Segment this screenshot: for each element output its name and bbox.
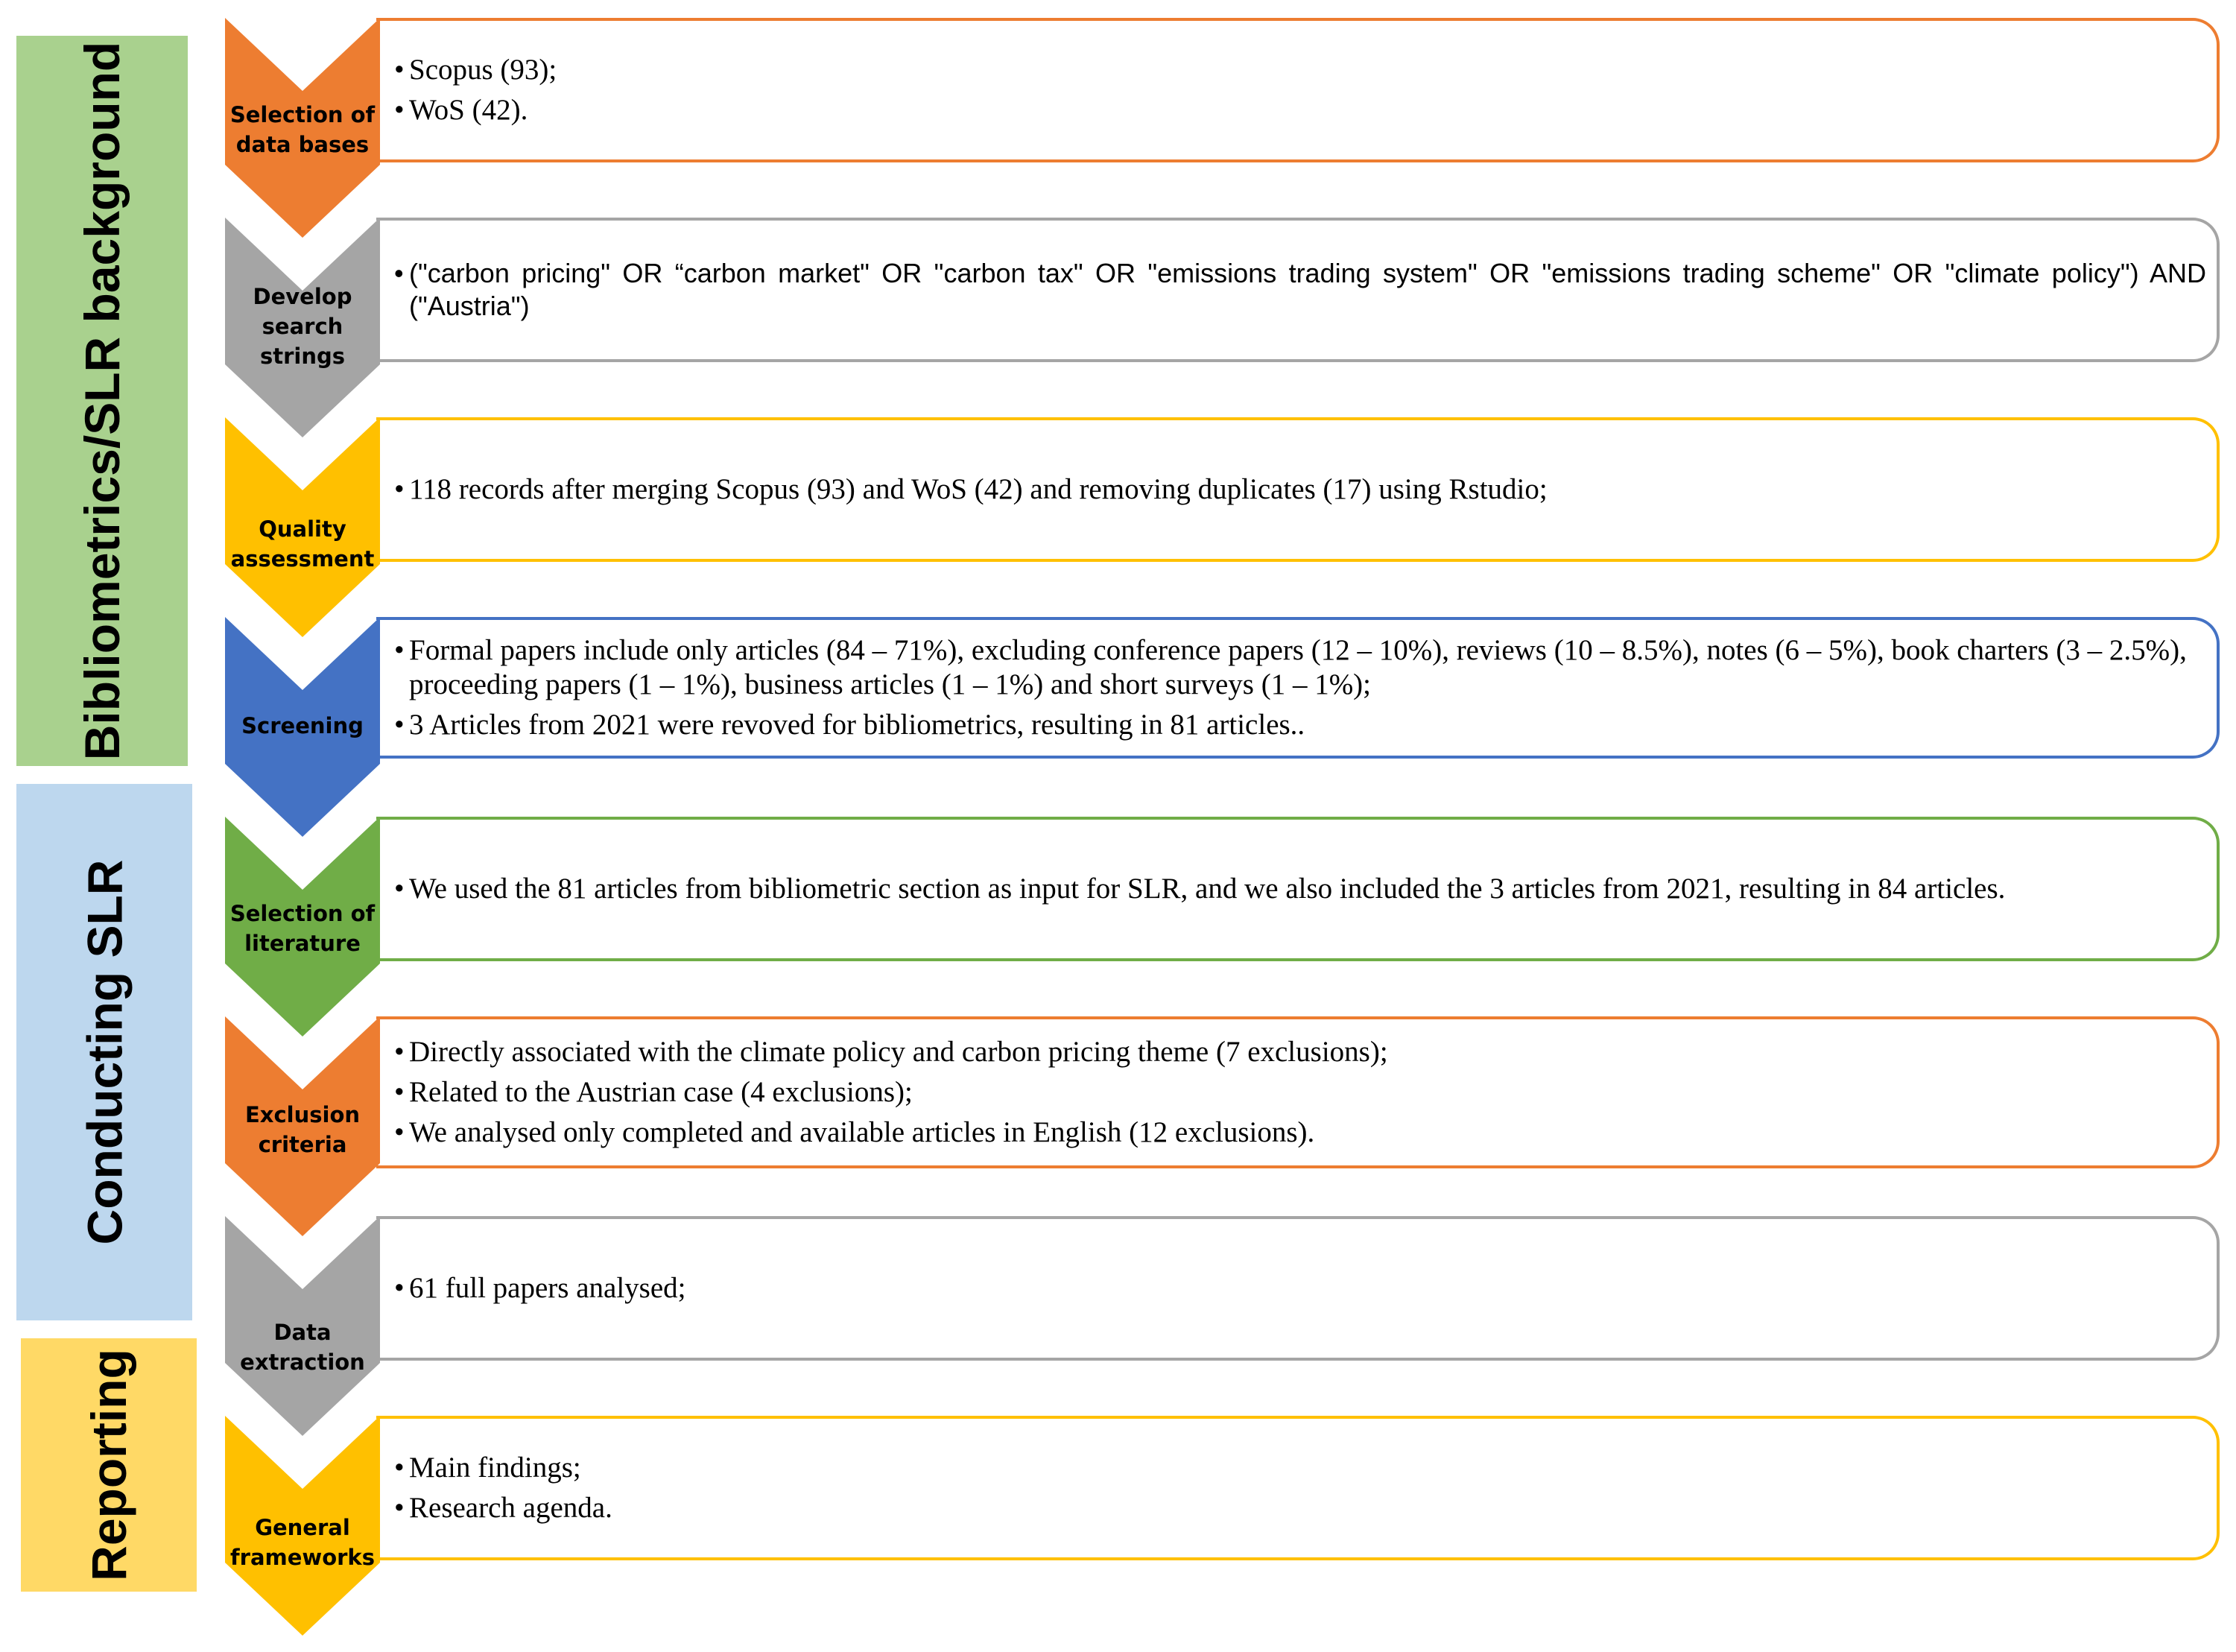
step-bullet-list [394, 257, 2206, 323]
step-label [225, 899, 380, 958]
step-box-quality-assessment [376, 417, 2220, 562]
step-chevron-quality-assessment [225, 417, 380, 637]
step-bullet-item: • ("carbon pricing" OR “carbon market" OR "carbon tax" OR "emissions trading system" OR "emissions trading scheme" OR "climate policy") AND ("Austria") [394, 257, 2206, 323]
step-bullet-item: • We used the 81 articles from bibliometric section as input for SLR, and we also included the 3 articles from 2021, resulting in 84 articles. [394, 872, 2206, 906]
step-bullet-item: • WoS (42). [394, 93, 2206, 127]
step-label-line: Selection of [229, 102, 376, 127]
step-label [225, 1100, 380, 1159]
phase-label-reporting: Reporting [81, 1349, 137, 1581]
step-box-selection-of-data-bases [376, 18, 2220, 162]
step-box-screening [376, 617, 2220, 759]
step-bullet-item: • Research agenda. [394, 1491, 2206, 1525]
step-label [225, 711, 380, 741]
step-bullet-list [394, 1035, 2206, 1150]
step-bullet-item: • We analysed only completed and available articles in English (12 exclusions). [394, 1115, 2206, 1150]
step-bullet-list [394, 1271, 2206, 1306]
step-label-line: Quality [259, 516, 346, 542]
step-chevron-exclusion-criteria [225, 1016, 380, 1236]
step-label [225, 1317, 380, 1377]
step-label [225, 1513, 380, 1572]
step-label-line: Data [273, 1320, 332, 1345]
step-label-line: General [255, 1515, 350, 1540]
step-bullet-list [394, 633, 2206, 742]
step-label-line: search [262, 314, 343, 339]
step-label-line: assessment [230, 546, 375, 572]
step-bullet-item: • Directly associated with the climate policy and carbon pricing theme (7 exclusions); [394, 1035, 2206, 1069]
step-label-line: Develop [253, 284, 352, 309]
step-bullet-item: • Related to the Austrian case (4 exclusions); [394, 1075, 2206, 1110]
step-bullet-item: • 118 records after merging Scopus (93) and WoS (42) and removing duplicates (17) using Rstudio; [394, 472, 2206, 507]
step-label-line: Exclusion [244, 1102, 361, 1127]
step-box-data-extraction [376, 1216, 2220, 1361]
step-label [225, 282, 380, 371]
step-chevron-general-frameworks [225, 1416, 380, 1636]
step-chevron-selection-of-data-bases [225, 18, 380, 238]
step-box-general-frameworks [376, 1416, 2220, 1560]
step-chevron-selection-of-literature [225, 817, 380, 1037]
step-label-line: data bases [235, 132, 370, 157]
step-bullet-item: • Scopus (93); [394, 53, 2206, 87]
step-label [225, 100, 380, 159]
step-bullet-item: • 61 full papers analysed; [394, 1271, 2206, 1306]
step-chevron-data-extraction [225, 1216, 380, 1436]
phase-bar [21, 1338, 197, 1592]
step-bullet-list [394, 53, 2206, 127]
step-bullet-item: • Main findings; [394, 1451, 2206, 1485]
step-bullet-item: • 3 Articles from 2021 were revoved for bibliometrics, resulting in 81 articles.. [394, 708, 2206, 742]
step-label-line: Screening [241, 713, 364, 738]
step-bullet-list [394, 472, 2206, 507]
step-chevron-screening [225, 617, 380, 837]
step-label-line: extraction [240, 1349, 365, 1375]
step-bullet-item: • Formal papers include only articles (84 – 71%), excluding conference papers (12 – 10%), reviews (10 – 8.5%), notes (6 – 5%), book charters (3 – 2.5%), proceeding papers (1 – 1%), business articles (1 – 1%) and short surveys (1 – 1%); [394, 633, 2206, 702]
step-label-line: Selection of [229, 901, 376, 926]
step-label-line: criteria [258, 1132, 347, 1157]
phase-bar [16, 36, 188, 766]
step-label-line: frameworks [230, 1545, 375, 1570]
step-box-exclusion-criteria [376, 1016, 2220, 1168]
phase-label-conducting-slr: Conducting SLR [77, 859, 133, 1245]
step-chevron-develop-search-strings [225, 218, 380, 437]
step-label-line: literature [244, 931, 361, 956]
phase-label-bibliometrics: Bibliometrics/SLR background [75, 41, 130, 761]
step-bullet-list [394, 872, 2206, 906]
step-label-line: strings [259, 344, 346, 369]
phase-bar [16, 784, 192, 1320]
step-box-develop-search-strings [376, 218, 2220, 362]
step-label [225, 514, 380, 574]
step-bullet-list [394, 1451, 2206, 1525]
step-box-selection-of-literature [376, 817, 2220, 961]
